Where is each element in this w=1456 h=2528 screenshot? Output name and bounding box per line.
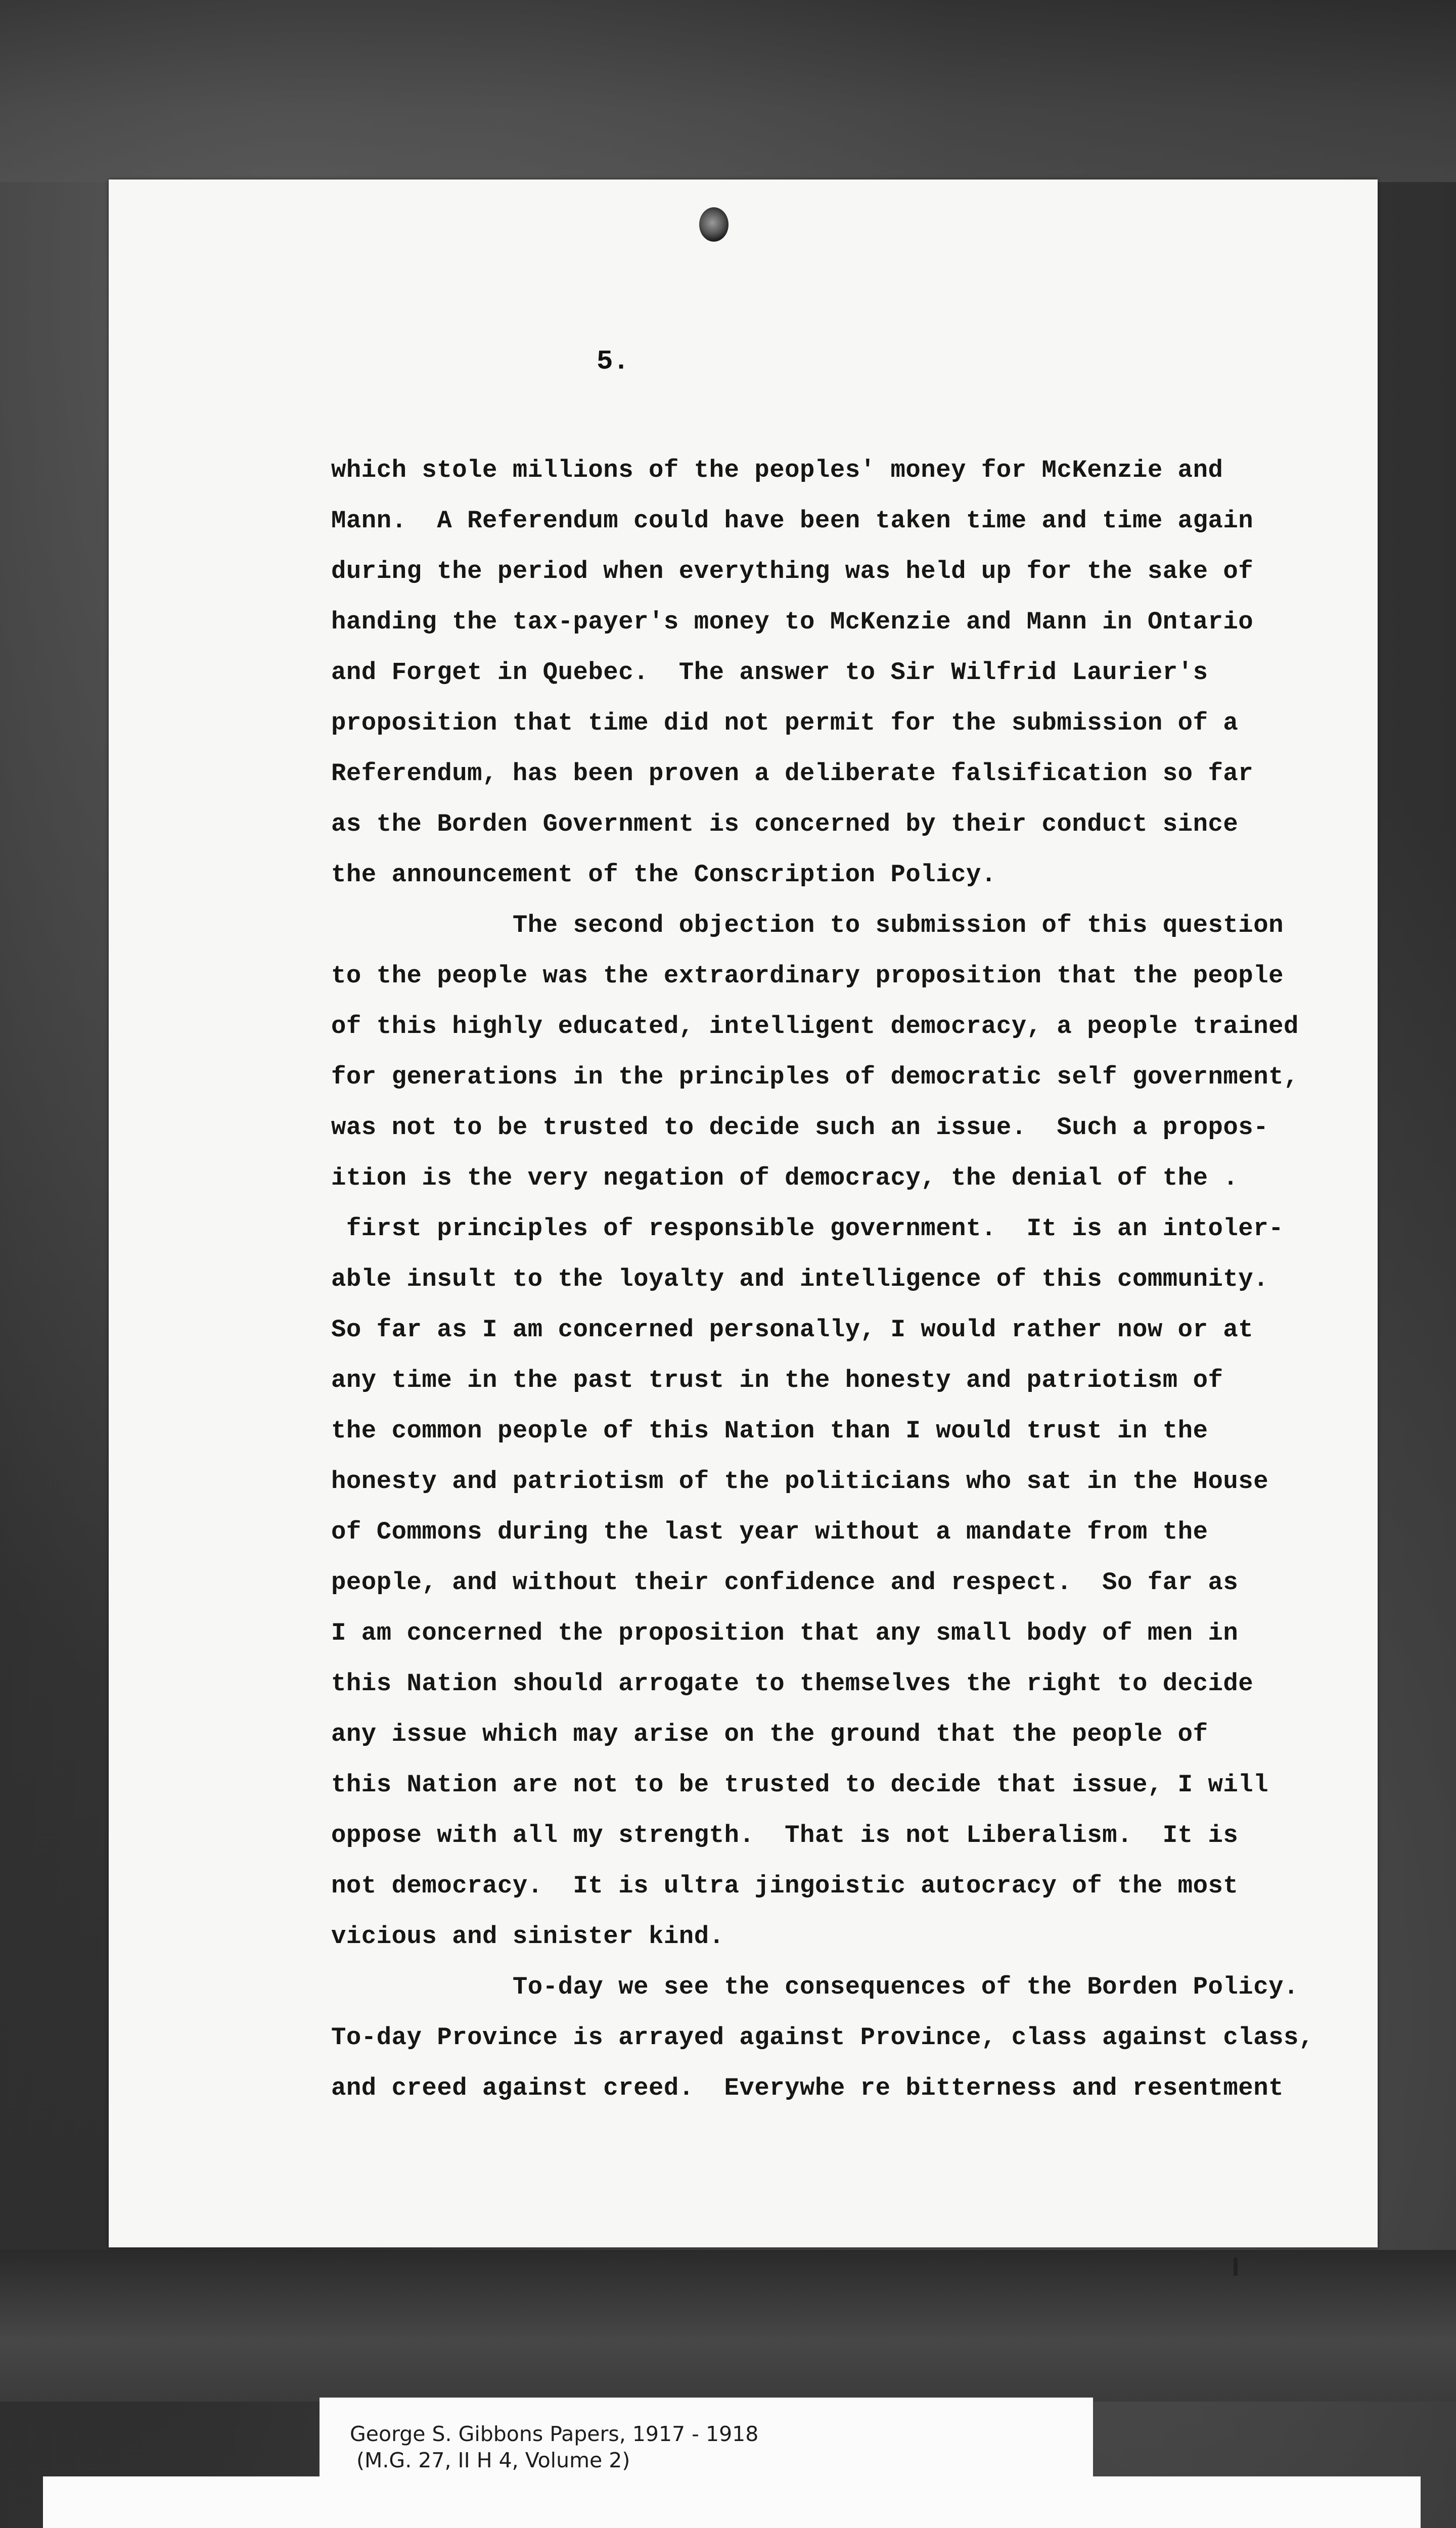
text-line: first principles of responsible government. It is an intoler- — [331, 1214, 1284, 1243]
text-line: any issue which may arise on the ground that the people of — [331, 1720, 1208, 1748]
text-line: proposition that time did not permit for the submission of a — [331, 709, 1239, 737]
text-line: which stole millions of the peoples' money for McKenzie and — [331, 456, 1223, 484]
text-line: this Nation should arrogate to themselves the right to decide — [331, 1669, 1254, 1698]
text-line: as the Borden Government is concerned by their conduct since — [331, 810, 1239, 838]
mounting-board-top — [0, 0, 1456, 182]
text-line: honesty and patriotism of the politicians who sat in the House — [331, 1467, 1269, 1496]
mounting-board-strip — [0, 2250, 1456, 2402]
typed-page — [109, 179, 1378, 2247]
text-line: this Nation are not to be trusted to decide that issue, I will — [331, 1771, 1269, 1799]
text-line: of Commons during the last year without a mandate from the — [331, 1518, 1208, 1546]
text-line: So far as I am concerned personally, I would rather now or at — [331, 1316, 1254, 1344]
archive-label-card — [43, 2476, 1421, 2528]
text-line: ition is the very negation of democracy, the denial of the . — [331, 1164, 1239, 1192]
text-line: and Forget in Quebec. The answer to Sir Wilfrid Laurier's — [331, 658, 1208, 687]
text-line: the common people of this Nation than I would trust in the — [331, 1417, 1208, 1445]
text-line: and creed against creed. Everywhe re bitterness and resentment — [331, 2074, 1284, 2102]
body-text — [331, 445, 1433, 2113]
text-line: the announcement of the Conscription Policy. — [331, 861, 996, 889]
citation-collection: George S. Gibbons Papers, 1917 - 1918 — [350, 2422, 759, 2446]
text-line: people, and without their confidence and respect. So far as — [331, 1568, 1239, 1597]
text-line: was not to be trusted to decide such an issue. Such a propos- — [331, 1113, 1269, 1142]
text-line: during the period when everything was held up for the sake of — [331, 557, 1254, 585]
text-line: handing the tax-payer's money to McKenzie and Mann in Ontario — [331, 608, 1254, 636]
text-line: able insult to the loyalty and intelligence of this community. — [331, 1265, 1269, 1293]
board-mark — [1234, 2258, 1238, 2276]
text-line: vicious and sinister kind. — [331, 1922, 724, 1951]
page-number: 5. — [597, 346, 629, 377]
punch-hole — [699, 207, 729, 242]
text-line: Referendum, has been proven a deliberate falsification so far — [331, 759, 1254, 788]
text-line: I am concerned the proposition that any small body of men in — [331, 1619, 1239, 1647]
text-line: Mann. A Referendum could have been taken time and time again — [331, 507, 1254, 535]
citation-reference: (M.G. 27, II H 4, Volume 2) — [350, 2448, 630, 2472]
text-line: of this highly educated, intelligent democracy, a people trained — [331, 1012, 1299, 1041]
text-line: any time in the past trust in the honesty and patriotism of — [331, 1366, 1223, 1394]
text-line: to the people was the extraordinary proposition that the people — [331, 962, 1284, 990]
text-line: not democracy. It is ultra jingoistic autocracy of the most — [331, 1872, 1239, 1900]
citation-slip — [320, 2398, 1093, 2489]
text-line: for generations in the principles of democratic self government, — [331, 1063, 1299, 1091]
text-line: To-day Province is arrayed against Province, class against class, — [331, 2023, 1314, 2052]
text-line: The second objection to submission of this question — [331, 911, 1284, 939]
text-line: oppose with all my strength. That is not Liberalism. It is — [331, 1821, 1239, 1849]
text-line: To-day we see the consequences of the Borden Policy. — [331, 1973, 1299, 2001]
